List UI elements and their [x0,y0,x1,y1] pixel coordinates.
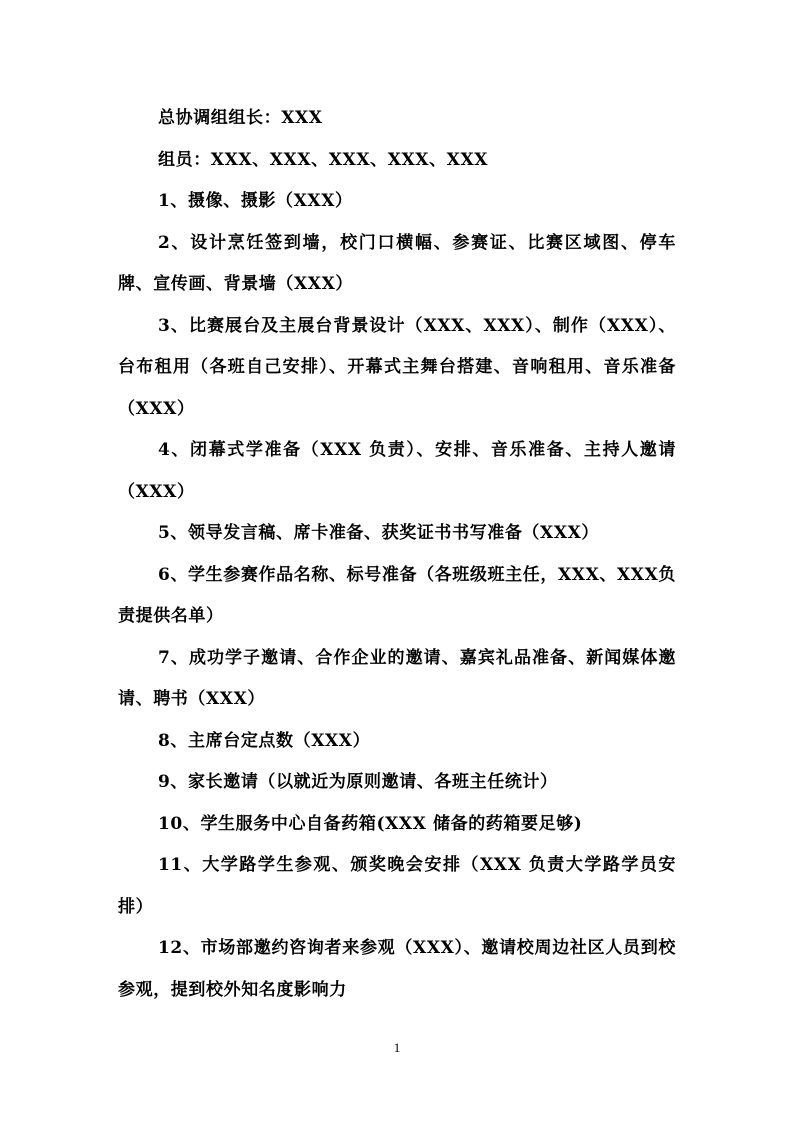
paragraph-item-2: 2、设计烹饪签到墙，校门口横幅、参赛证、比赛区域图、停车牌、宣传画、背景墙（XXX） [118,232,676,294]
document-body [118,98,676,1011]
paragraph-item-5: 5、领导发言稿、席卡准备、获奖证书书写准备（XXX） [158,523,599,543]
paragraph-item-1: 1、摄像、摄影（XXX） [158,191,353,211]
paragraph-item-9: 9、家长邀请（以就近为原则邀请、各班主任统计） [158,772,558,792]
paragraph-item-4: 4、闭幕式学准备（XXX 负责）、安排、音乐准备、主持人邀请（XXX） [118,440,676,502]
page-number: 1 [393,1040,401,1055]
paragraph-team-leader: 总协调组组长：XXX [158,108,323,128]
paragraph-team-members: 组员：XXX、XXX、XXX、XXX、XXX [158,149,489,170]
paragraph-item-12: 12、市场部邀约咨询者来参观（XXX）、邀请校周边社区人员到校参观，提到校外知名度影响力 [118,938,676,1000]
paragraph-item-8: 8、主席台定点数（XXX） [158,730,371,751]
paragraph-item-3: 3、比赛展台及主展台背景设计（XXX、XXX）、制作（XXX）、台布租用（各班自己安排）、开幕式主舞台搭建、音响租用、音乐准备（XXX） [118,315,676,419]
paragraph-item-7: 7、成功学子邀请、合作企业的邀请、嘉宾礼品准备、新闻媒体邀请、聘书（XXX） [118,647,676,709]
paragraph-item-11: 11、大学路学生参观、颁奖晚会安排（XXX 负责大学路学员安排） [118,855,676,917]
paragraph-item-6: 6、学生参赛作品名称、标号准备（各班级班主任，XXX、XXX负责提供名单） [118,564,676,626]
paragraph-item-10: 10、学生服务中心自备药箱(XXX 储备的药箱要足够) [158,813,583,834]
